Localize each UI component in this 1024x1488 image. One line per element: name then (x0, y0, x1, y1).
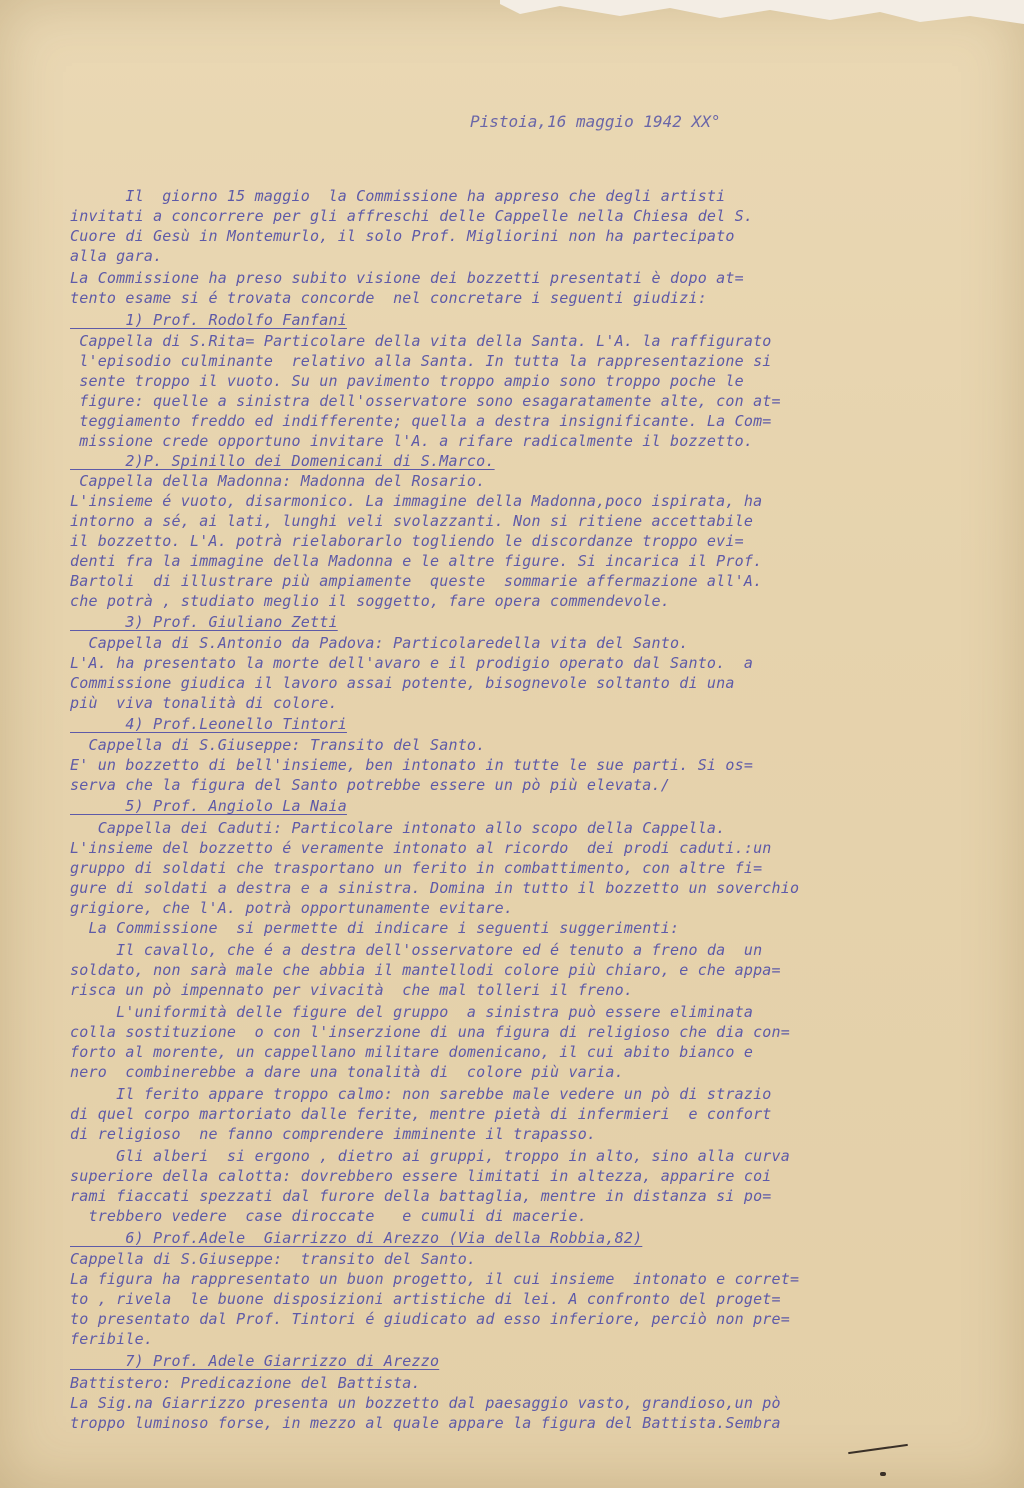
text-line: sente troppo il vuoto. Su un pavimento troppo ampio sono troppo poche le (70, 372, 744, 390)
text-line: Commissione giudica il lavoro assai potente, bisognevole soltanto di una (70, 674, 735, 692)
text-line: La Commissione ha preso subito visione dei bozzetti presentati è dopo at= (70, 269, 744, 287)
text-line: Il ferito appare troppo calmo: non sarebbe male vedere un pò di strazio (70, 1085, 772, 1103)
text-line: forto al morente, un cappellano militare domenicano, il cui abito bianco e (70, 1043, 754, 1061)
text-line: gruppo di soldati che trasportano un ferito in combattimento, con altre fi= (70, 859, 763, 877)
text-line: superiore della calotta: dovrebbero essere limitati in altezza, apparire coi (70, 1167, 772, 1185)
text-line: denti fra la immagine della Madonna e le altre figure. Si incarica il Prof. (70, 552, 763, 570)
text-line: più viva tonalità di colore. (70, 694, 338, 712)
text-line: Cappella di S.Giuseppe: transito del Santo. (70, 1250, 477, 1268)
text-line: gure di soldati a destra e a sinistra. Domina in tutto il bozzetto un soverchio (70, 879, 800, 897)
text-line: troppo luminoso forse, in mezzo al quale appare la figura del Battista.Sembra (70, 1414, 781, 1432)
text-line: La Sig.na Giarrizzo presenta un bozzetto dal paesaggio vasto, grandioso,un pò (70, 1394, 781, 1412)
text-line: rami fiaccati spezzati dal furore della battaglia, mentre in distanza si po= (70, 1187, 772, 1205)
text-line: Gli alberi si ergono , dietro ai gruppi, troppo in alto, sino alla curva (70, 1147, 790, 1165)
text-line: Cappella di S.Rita= Particolare della vita della Santa. L'A. la raffigurato (70, 332, 772, 350)
text-line: Cappella di S.Giuseppe: Transito del Santo. (70, 736, 486, 754)
text-line: figure: quelle a sinistra dell'osservatore sono esagaratamente alte, con at= (70, 392, 781, 410)
text-line: teggiamento freddo ed indifferente; quella a destra insignificante. La Com= (70, 412, 772, 430)
text-line: L'insieme é vuoto, disarmonico. La immagine della Madonna,poco ispirata, ha (70, 492, 763, 510)
text-line: to , rivela le buone disposizioni artistiche di lei. A confronto del proget= (70, 1290, 781, 1308)
text-line: soldato, non sarà male che abbia il mantellodi colore più chiaro, e che appa= (70, 961, 781, 979)
text-line: La figura ha rappresentato un buon progetto, il cui insieme intonato e corret= (70, 1270, 800, 1288)
text-line: risca un pò impennato per vivacità che mal tolleri il freno. (70, 981, 634, 999)
text-line: il bozzetto. L'A. potrà rielaborarlo togliendo le discordanze troppo evi= (70, 532, 744, 550)
text-line: missione crede opportuno invitare l'A. a rifare radicalmente il bozzetto. (70, 432, 754, 450)
torn-edge (500, 0, 1024, 40)
text-line: L'insieme del bozzetto é veramente intonato al ricordo dei prodi caduti.:un (70, 839, 772, 857)
text-line: L'uniformità delle figure del gruppo a sinistra può essere eliminata (70, 1003, 754, 1021)
text-line: Cappella della Madonna: Madonna del Rosario. (70, 472, 486, 490)
section-heading: 6) Prof.Adele Giarrizzo di Arezzo (Via della Robbia,82) (70, 1229, 643, 1247)
text-line: feribile. (70, 1330, 154, 1348)
text-line: serva che la figura del Santo potrebbe essere un pò più elevata./ (70, 776, 670, 794)
text-line: La Commissione si permette di indicare i seguenti suggerimenti: (70, 919, 680, 937)
text-line: Cuore di Gesù in Montemurlo, il solo Prof. Migliorini non ha partecipato (70, 227, 735, 245)
text-line: L'A. ha presentato la morte dell'avaro e il prodigio operato dal Santo. a (70, 654, 754, 672)
section-heading: 5) Prof. Angiolo La Naia (70, 797, 347, 815)
section-heading: 4) Prof.Leonello Tintori (70, 715, 347, 733)
text-line: grigiore, che l'A. potrà opportunamente evitare. (70, 899, 514, 917)
text-line: che potrà , studiato meglio il soggetto, fare opera commendevole. (70, 592, 670, 610)
text-line: Cappella dei Caduti: Particolare intonato allo scopo della Cappella. (70, 819, 726, 837)
text-line: Battistero: Predicazione del Battista. (70, 1374, 421, 1392)
section-heading: 2)P. Spinillo dei Domenicani di S.Marco. (70, 452, 495, 470)
text-line: di quel corpo martoriato dalle ferite, mentre pietà di infermieri e confort (70, 1105, 772, 1123)
text-line: l'episodio culminante relativo alla Santa. In tutta la rappresentazione si (70, 352, 772, 370)
section-heading: 7) Prof. Adele Giarrizzo di Arezzo (70, 1352, 440, 1370)
section-heading: 3) Prof. Giuliano Zetti (70, 613, 338, 631)
text-line: invitati a concorrere per gli affreschi delle Cappelle nella Chiesa del S. (70, 207, 754, 225)
document-date: Pistoia,16 maggio 1942 XX° (470, 112, 721, 131)
text-line: trebbero vedere case diroccate e cumuli di macerie. (70, 1207, 587, 1225)
text-line: colla sostituzione o con l'inserzione di una figura di religioso che dia con= (70, 1023, 790, 1041)
text-line: Il cavallo, che é a destra dell'osservatore ed é tenuto a freno da un (70, 941, 763, 959)
section-heading: 1) Prof. Rodolfo Fanfani (70, 311, 347, 329)
text-line: to presentato dal Prof. Tintori é giudicato ad esso inferiore, perciò non pre= (70, 1310, 790, 1328)
text-line: nero combinerebbe a dare una tonalità di colore più varia. (70, 1063, 624, 1081)
text-line: di religioso ne fanno comprendere imminente il trapasso. (70, 1125, 597, 1143)
text-line: Il giorno 15 maggio la Commissione ha appreso che degli artisti (70, 187, 726, 205)
text-line: Cappella di S.Antonio da Padova: Particolaredella vita del Santo. (70, 634, 689, 652)
pencil-mark (848, 1444, 908, 1454)
ink-dot (880, 1472, 886, 1476)
text-line: intorno a sé, ai lati, lunghi veli svolazzanti. Non si ritiene accettabile (70, 512, 754, 530)
text-line: Bartoli di illustrare più ampiamente queste sommarie affermazione all'A. (70, 572, 763, 590)
text-line: E' un bozzetto di bell'insieme, ben intonato in tutte le sue parti. Si os= (70, 756, 754, 774)
text-line: alla gara. (70, 247, 163, 265)
text-line: tento esame si é trovata concorde nel concretare i seguenti giudizi: (70, 289, 707, 307)
